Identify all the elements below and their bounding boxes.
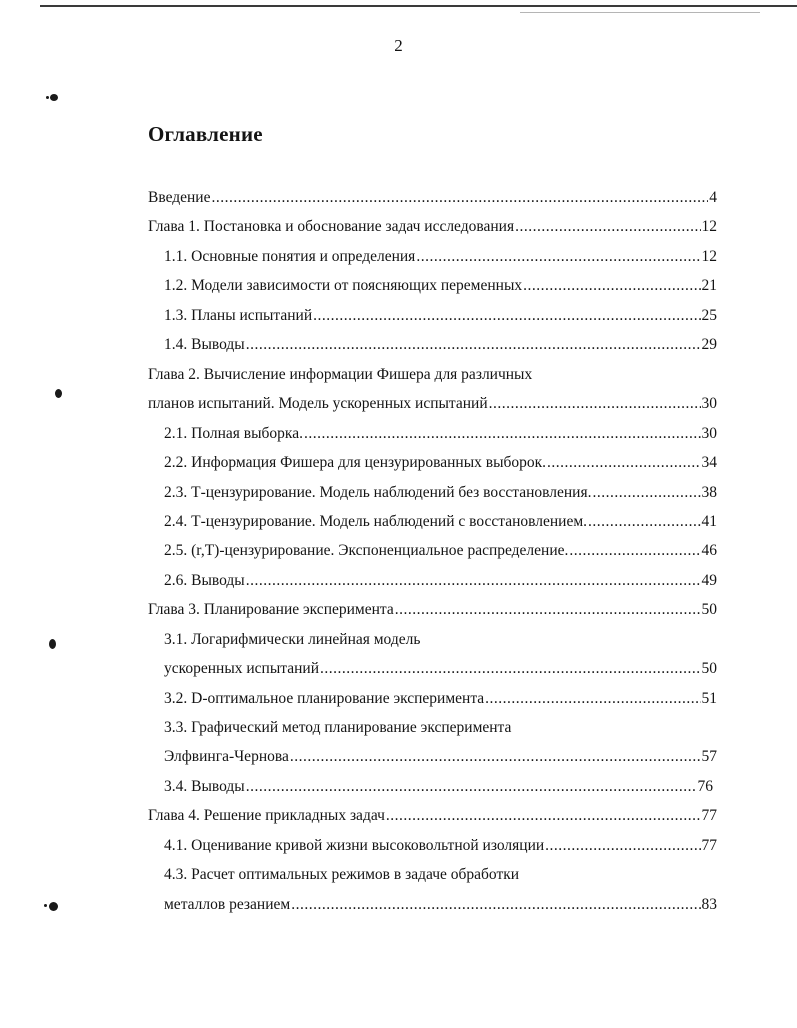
toc-entry-2-1[interactable] <box>164 423 717 445</box>
toc-entry-page: 46 <box>701 542 717 559</box>
toc-entry-label: 4.1. Оценивание кривой жизни высоковольтной изоляции <box>164 837 545 854</box>
toc-entry-label: ускоренных испытаний <box>164 660 319 677</box>
toc-entry-label: 1.4. Выводы <box>164 336 245 353</box>
toc-entry-3-2[interactable] <box>164 688 717 710</box>
toc-entry-chapter-2[interactable] <box>148 393 717 415</box>
toc-entry-2-3[interactable] <box>164 482 717 504</box>
toc-entry-chapter-3[interactable] <box>148 599 717 621</box>
toc-entry-label: 1.2. Модели зависимости от поясняющих переменных <box>164 277 523 294</box>
toc-entry-page: 21 <box>701 277 717 294</box>
toc-entry-1-2[interactable] <box>164 275 717 297</box>
toc-entry-page: 50 <box>701 660 717 677</box>
top-border-rule-faint <box>520 12 760 13</box>
toc-entry-label: 2.2. Информация Фишера для цензурированных выборок. <box>164 454 547 471</box>
toc-entry-label: 3.2. D-оптимальное планирование эксперимента <box>164 690 485 707</box>
toc-entry-page: 77 <box>701 837 717 854</box>
toc-leader-dots <box>523 275 700 297</box>
toc-leader-dots <box>211 187 708 209</box>
toc-entry-page: 77 <box>701 807 717 824</box>
toc-entry-1-1[interactable] <box>164 246 717 268</box>
toc-entry-2-6[interactable] <box>164 570 717 592</box>
toc-leader-dots <box>485 688 700 710</box>
toc-leader-dots <box>588 511 700 533</box>
toc-entry-label: 2.6. Выводы <box>164 572 245 589</box>
toc-entry-page: 4 <box>709 189 717 206</box>
toc-entry-label: Глава 3. Планирование эксперимента <box>148 601 394 618</box>
toc-entry-page: 12 <box>701 248 717 265</box>
toc-title: Оглавление <box>148 122 263 146</box>
toc-entry-label: 2.1. Полная выборка. <box>164 425 303 442</box>
toc-leader-dots <box>395 599 701 621</box>
toc-leader-dots <box>291 894 700 916</box>
toc-leader-dots <box>246 334 701 356</box>
toc-entry-label: 2.5. (r,T)-цензурирование. Экспоненциальное распределение. <box>164 542 569 559</box>
toc-entry-page: 29 <box>701 336 717 353</box>
scan-speck <box>44 904 47 907</box>
toc-leader-dots <box>320 658 701 680</box>
toc-leader-dots <box>246 776 697 798</box>
scan-speck <box>49 902 58 911</box>
toc-entry-label: 1.1. Основные понятия и определения <box>164 248 416 265</box>
toc-entry-3-3-line-1[interactable]: 3.3. Графический метод планирование эксперимента <box>164 719 512 736</box>
toc-entry-4-3[interactable] <box>164 894 717 916</box>
toc-entry-4-3-line-1[interactable]: 4.3. Расчет оптимальных режимов в задаче обработки <box>164 866 520 883</box>
toc-entry-label: металлов резанием <box>164 896 291 913</box>
toc-entry-2-4[interactable] <box>164 511 717 533</box>
toc-leader-dots <box>416 246 700 268</box>
toc-entry-page: 34 <box>701 454 717 471</box>
toc-entry-page: 51 <box>701 690 717 707</box>
toc-entry-label: Глава 1. Постановка и обоснование задач исследования <box>148 218 515 235</box>
page-number: 2 <box>394 36 403 55</box>
toc-entry-page: 76 <box>697 778 713 795</box>
toc-entry-chapter-4[interactable] <box>148 805 717 827</box>
toc-entry-1-4[interactable] <box>164 334 717 356</box>
toc-entry-label: 2.4. Т-цензурирование. Модель наблюдений с восстановлением. <box>164 513 588 530</box>
toc-leader-dots <box>489 393 701 415</box>
toc-entry-label: Глава 4. Решение прикладных задач <box>148 807 385 824</box>
toc-entry-page: 57 <box>701 748 717 765</box>
toc-entry-page: 25 <box>701 307 717 324</box>
toc-entry-3-3[interactable] <box>164 746 717 768</box>
toc-entry-4-1[interactable] <box>164 835 717 857</box>
toc-entry-label: Элфвинга-Чернова <box>164 748 289 765</box>
toc-entry-page: 50 <box>701 601 717 618</box>
toc-entry-intro[interactable] <box>148 187 717 209</box>
toc-leader-dots <box>592 482 700 504</box>
top-border-rule <box>40 5 797 7</box>
toc-entry-page: 41 <box>701 513 717 530</box>
toc-entry-1-3[interactable] <box>164 305 717 327</box>
toc-entry-page: 12 <box>701 218 717 235</box>
toc-entry-page: 83 <box>701 896 717 913</box>
toc-entry-page: 49 <box>701 572 717 589</box>
toc-leader-dots <box>313 305 700 327</box>
toc-entry-label: 3.4. Выводы <box>164 778 245 795</box>
toc-entry-label: Введение <box>148 189 211 206</box>
scan-speck <box>50 94 58 101</box>
toc-leader-dots <box>246 570 701 592</box>
toc-leader-dots <box>290 746 701 768</box>
toc-leader-dots <box>515 216 700 238</box>
toc-entry-page: 30 <box>701 395 717 412</box>
toc-entry-2-5[interactable] <box>164 540 717 562</box>
toc-leader-dots <box>547 452 700 474</box>
toc-leader-dots <box>304 423 701 445</box>
toc-entry-label: 1.3. Планы испытаний <box>164 307 313 324</box>
scan-speck <box>46 96 49 99</box>
toc-leader-dots <box>386 805 701 827</box>
toc-entry-page: 30 <box>701 425 717 442</box>
scan-speck <box>55 389 62 398</box>
toc-entry-label: 2.3. Т-цензурирование. Модель наблюдений без восстановления. <box>164 484 592 501</box>
toc-entry-page: 38 <box>701 484 717 501</box>
toc-entry-3-4[interactable] <box>164 776 713 798</box>
toc-entry-chapter-1[interactable] <box>148 216 717 238</box>
toc-entry-3-1[interactable] <box>164 658 717 680</box>
scan-speck <box>49 639 56 649</box>
toc-leader-dots <box>569 540 700 562</box>
toc-entry-label: планов испытаний. Модель ускоренных испытаний <box>148 395 488 412</box>
toc-entry-2-2[interactable] <box>164 452 717 474</box>
toc-entry-chapter-2-line-1[interactable]: Глава 2. Вычисление информации Фишера для различных <box>148 366 533 383</box>
toc-entry-3-1-line-1[interactable]: 3.1. Логарифмически линейная модель <box>164 631 421 648</box>
toc-leader-dots <box>545 835 700 857</box>
